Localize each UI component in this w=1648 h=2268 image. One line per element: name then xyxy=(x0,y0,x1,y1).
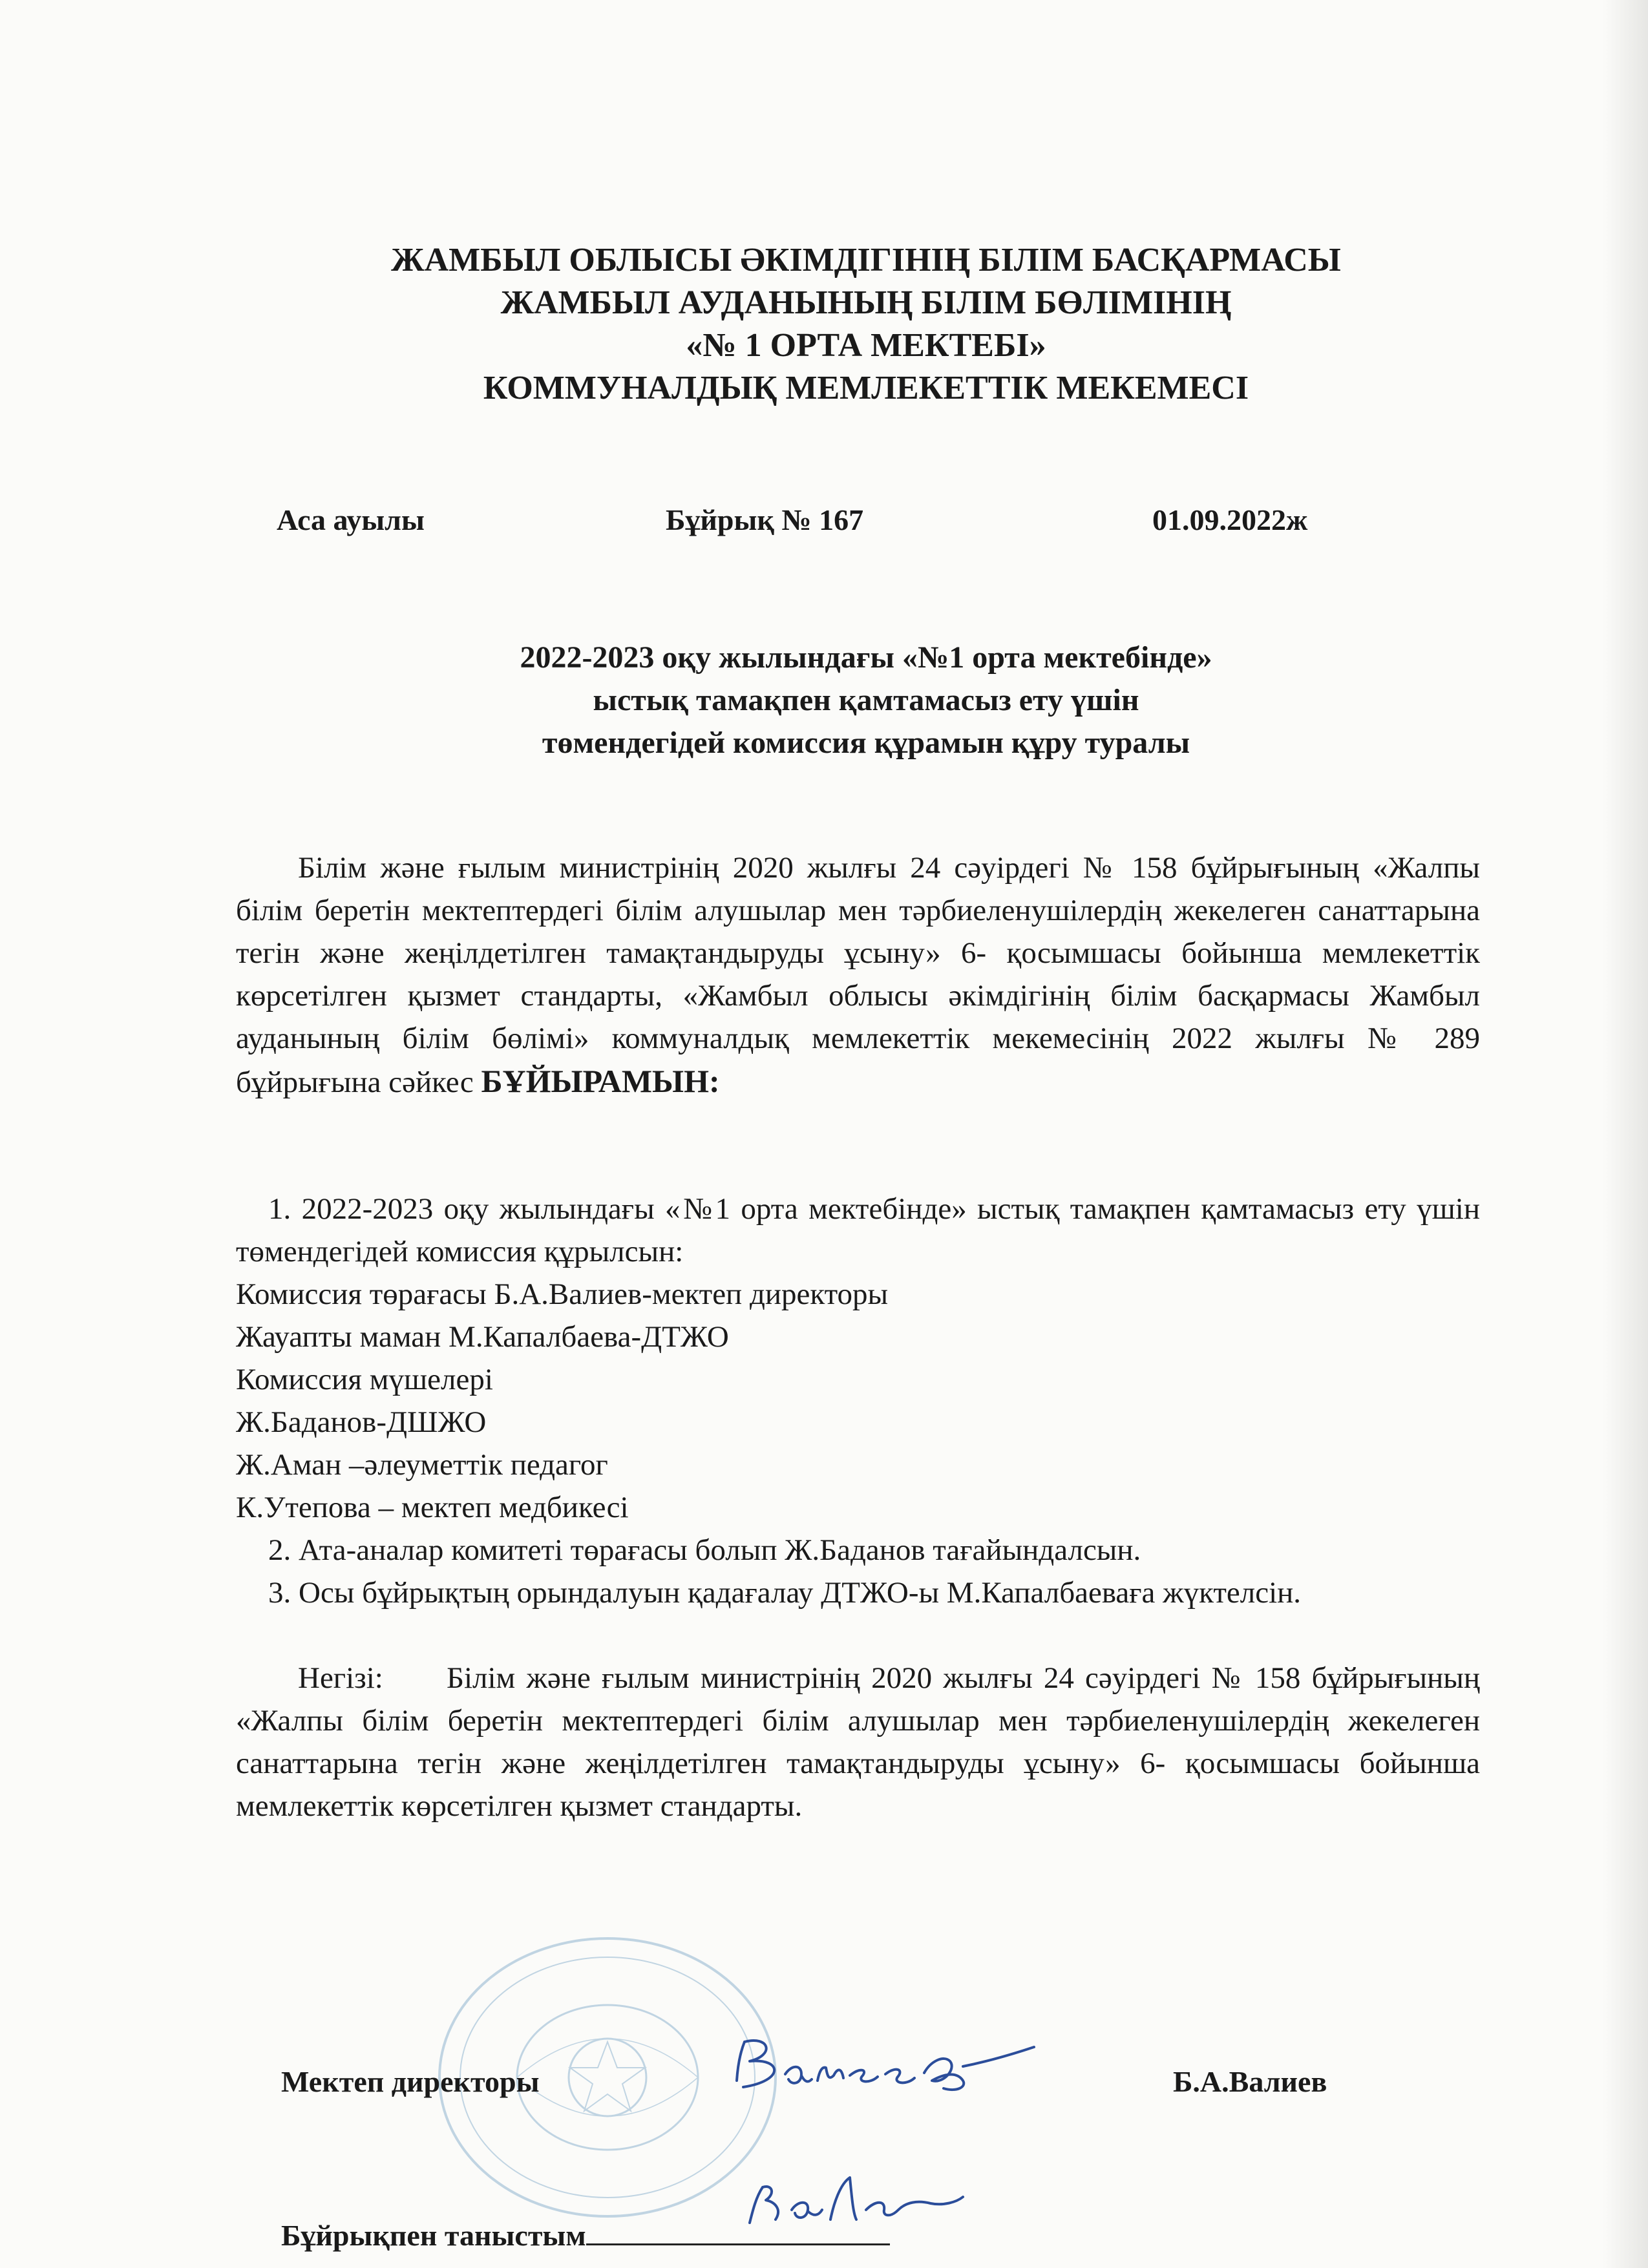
meta-date: 01.09.2022ж xyxy=(1152,503,1308,536)
commission-member: К.Утепова – мектеп медбикесі xyxy=(236,1491,629,1524)
title-line: ыстық тамақпен қамтамасыз ету үшін xyxy=(593,683,1139,717)
header-line: КОММУНАЛДЫҚ МЕМЛЕКЕТТІК МЕКЕМЕСІ xyxy=(483,370,1249,406)
basis-label: Негізі: xyxy=(298,1661,383,1695)
header-line: «№ 1 ОРТА МЕКТЕБІ» xyxy=(686,327,1046,364)
commission-member: Ж.Баданов-ДШЖО xyxy=(236,1405,487,1439)
order-item-2: 2. Ата-аналар комитеті төрағасы болып Ж.Баданов тағайындалсын. xyxy=(268,1533,1141,1567)
document-title xyxy=(0,636,1648,764)
basis-paragraph xyxy=(236,1657,1480,1827)
order-item-1: 1. 2022-2023 оқу жылындағы «№1 орта мектебінде» ыстық тамақпен қамтамасыз ету үшін төмендегідей комиссия құрылсын: xyxy=(236,1192,1480,1268)
basis-text: Білім және ғылым министрінің 2020 жылғы 24 сәуірдегі № 158 бұйрығының «Жалпы білім беретін мектептердегі білім алушылар мен тәрбиеленушілердің жекелеген санаттарына тегін және жеңілдетілген тамақтандыруды ұсыну» 6- қосымшасы бойынша мемлекеттік көрсетілген қызмет стандарты. xyxy=(236,1661,1480,1823)
header-line: ЖАМБЫЛ ОБЛЫСЫ ӘКІМДІГІНІҢ БІЛІМ БАСҚАРМАСЫ xyxy=(391,242,1341,278)
title-line: 2022-2023 оқу жылындағы «№1 орта мектебінде» xyxy=(520,640,1212,675)
commission-list xyxy=(236,1273,1480,1529)
director-handwritten-signature xyxy=(730,2035,1041,2113)
commission-member: Ж.Аман –әлеуметтік педагог xyxy=(236,1448,608,1482)
acknowledgement-handwritten-signature xyxy=(737,2165,969,2236)
preamble-command: БҰЙЫРАМЫН: xyxy=(481,1063,720,1099)
meta-place: Аса ауылы xyxy=(277,503,425,536)
document-header xyxy=(0,239,1648,410)
acknowledgement-label: Бұйрықпен таныстым xyxy=(281,2219,586,2252)
title-line: төмендегідей комиссия құрамын құру туралы xyxy=(542,726,1190,760)
order-item-3: 3. Осы бұйрықтың орындалуын қадағалау ДТЖО-ы М.Капалбаеваға жүктелсін. xyxy=(268,1576,1302,1610)
preamble-paragraph xyxy=(236,846,1480,1104)
commission-member: Жауапты маман М.Капалбаева-ДТЖО xyxy=(236,1320,729,1354)
director-role: Мектеп директоры xyxy=(281,2065,540,2098)
commission-member: Комиссия төрағасы Б.А.Валиев-мектеп директоры xyxy=(236,1277,889,1311)
director-name: Б.А.Валиев xyxy=(1173,2065,1327,2098)
commission-member: Комиссия мүшелері xyxy=(236,1363,493,1396)
header-line: ЖАМБЫЛ АУДАНЫНЫҢ БІЛІМ БӨЛІМІНІҢ xyxy=(500,284,1232,321)
meta-order-number: Бұйрық № 167 xyxy=(666,503,864,536)
preamble-text: Білім және ғылым министрінің 2020 жылғы 24 сәуірдегі № 158 бұйрығының «Жалпы білім беретін мектептердегі білім алушылар мен тәрбиеленушілердің жекелеген санаттарына тегін және жеңілдетілген тамақтандыруды ұсыну» 6- қосымшасы бойынша мемлекеттік көрсетілген қызмет стандарты, «Жамбыл облысы әкімдігінің білім басқармасы Жамбыл ауданының білім бөлімі» коммуналдық мемлекеттік мекемесінің 2022 жылғы № 289 бұйрығына сәйкес xyxy=(236,851,1480,1099)
